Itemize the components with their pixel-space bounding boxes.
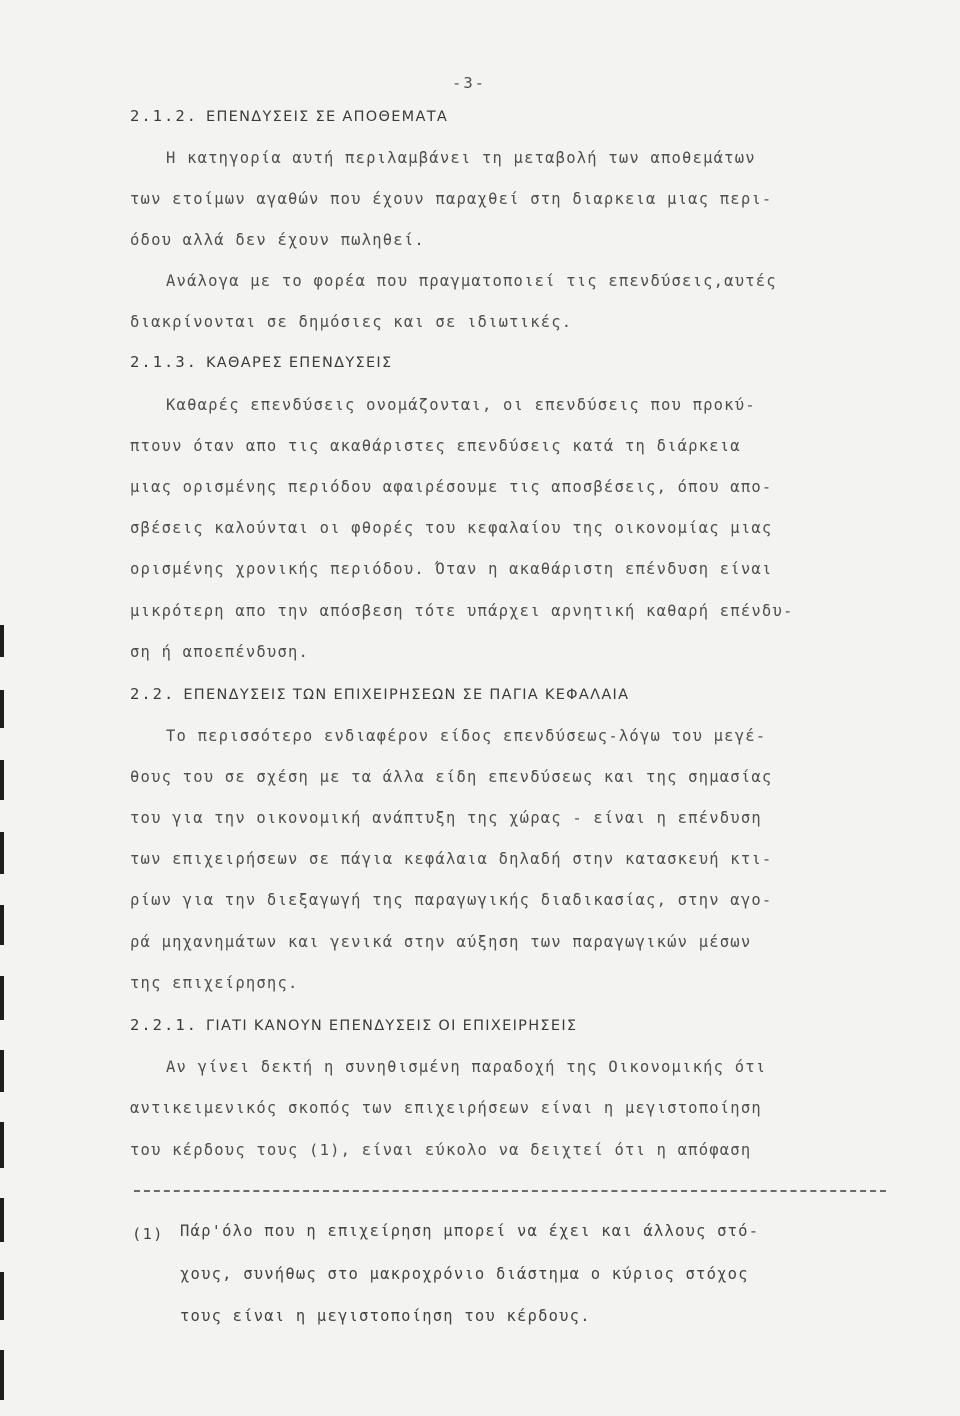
paragraph-line: του για την οικονομική ανάπτυξη της χώρας - είναι η επένδυση (130, 809, 762, 827)
page-number: -3- (452, 74, 486, 92)
section-number: 2.2.1. (130, 1016, 198, 1034)
paragraph-line: Η κατηγορία αυτή περιλαμβάνει τη μεταβολή των αποθεμάτων (166, 149, 756, 167)
section-heading-2-1-2 (130, 106, 448, 127)
footnote-marker: (1) (132, 1225, 164, 1243)
footnote-separator (134, 1190, 886, 1192)
paragraph-line: θους του σε σχέση με τα άλλα είδη επενδύσεως και της σημασίας (130, 768, 773, 786)
scan-edge-marks (0, 600, 6, 1416)
paragraph-line: του κέρδους τους (1), είναι εύκολο να δειχτεί ότι η απόφαση (130, 1141, 752, 1159)
paragraph-line: διακρίνονται σε δημόσιες και σε ιδιωτικές. (130, 313, 573, 331)
section-number: 2.1.3. (130, 353, 198, 371)
paragraph-line: της επιχείρησης. (130, 974, 299, 992)
paragraph-line: ρά μηχανημάτων και γενικά στην αύξηση των παραγωγικών μέσων (130, 933, 752, 951)
section-title: ΚΑΘΑΡΕΣ ΕΠΕΝΔΥΣΕΙΣ (206, 355, 393, 371)
footnote-line: Πάρ'όλο που η επιχείρηση μπορεί να έχει και άλλους στό- (180, 1222, 760, 1240)
section-title: ΕΠΕΝΔΥΣΕΙΣ ΣΕ ΑΠΟΘΕΜΑΤΑ (206, 109, 449, 125)
footnote-line: χους, συνήθως στο μακροχρόνιο διάστημα ο κύριος στόχος (180, 1265, 749, 1283)
paragraph-line: των επιχειρήσεων σε πάγια κεφάλαια δηλαδή στην κατασκευή κτι- (130, 850, 773, 868)
section-title: ΓΙΑΤΙ ΚΑΝΟΥΝ ΕΠΕΝΔΥΣΕΙΣ ΟΙ ΕΠΙΧΕΙΡΗΣΕΙΣ (206, 1018, 578, 1034)
section-heading-2-2-1 (130, 1015, 577, 1036)
paragraph-line: Αν γίνει δεκτή η συνηθισμένη παραδοχή της Οικονομικής ότι (166, 1058, 767, 1076)
paragraph-line: Καθαρές επενδύσεις ονομάζονται, οι επενδύσεις που προκύ- (166, 396, 756, 414)
section-heading-2-1-3 (130, 352, 392, 373)
paragraph-line: Το περισσότερο ενδιαφέρον είδος επενδύσεως-λόγω του μεγέ- (166, 727, 767, 745)
paragraph-line: των ετοίμων αγαθών που έχουν παραχθεί στη διαρκεια μιας περι- (130, 190, 773, 208)
paragraph-line: ση ή αποεπένδυση. (130, 643, 310, 661)
paragraph-line: Ανάλογα με το φορέα που πραγματοποιεί τις επενδύσεις,αυτές (166, 272, 777, 290)
section-number: 2.1.2. (130, 107, 198, 125)
paragraph-line: μικρότερη απο την απόσβεση τότε υπάρχει αρνητική καθαρή επένδυ- (130, 602, 794, 620)
paragraph-line: σβέσεις καλούνται οι φθορές του κεφαλαίου της οικονομίας μιας (130, 519, 773, 537)
paragraph-line: πτουν όταν απο τις ακαθάριστες επενδύσεις κατά τη διάρκεια (130, 437, 741, 455)
paragraph-line: αντικειμενικός σκοπός των επιχειρήσεων είναι η μεγιστοποίηση (130, 1099, 762, 1117)
section-title: ΕΠΕΝΔΥΣΕΙΣ ΤΩΝ ΕΠΙΧΕΙΡΗΣΕΩΝ ΣΕ ΠΑΓΙΑ ΚΕΦΑΛΑΙΑ (183, 687, 630, 703)
paragraph-line: όδου αλλά δεν έχουν πωληθεί. (130, 231, 425, 249)
section-number: 2.2. (130, 685, 176, 703)
footnote-line: τους είναι η μεγιστοποίηση του κέρδους. (180, 1307, 591, 1325)
paragraph-line: ρίων για την διεξαγωγή της παραγωγικής διαδικασίας, στην αγο- (130, 891, 773, 909)
paragraph-line: ορισμένης χρονικής περιόδου. Όταν η ακαθάριστη επένδυση είναι (130, 560, 773, 578)
paragraph-line: μιας ορισμένης περιόδου αφαιρέσουμε τις αποσβέσεις, όπου απο- (130, 478, 773, 496)
section-heading-2-2 (130, 684, 629, 705)
